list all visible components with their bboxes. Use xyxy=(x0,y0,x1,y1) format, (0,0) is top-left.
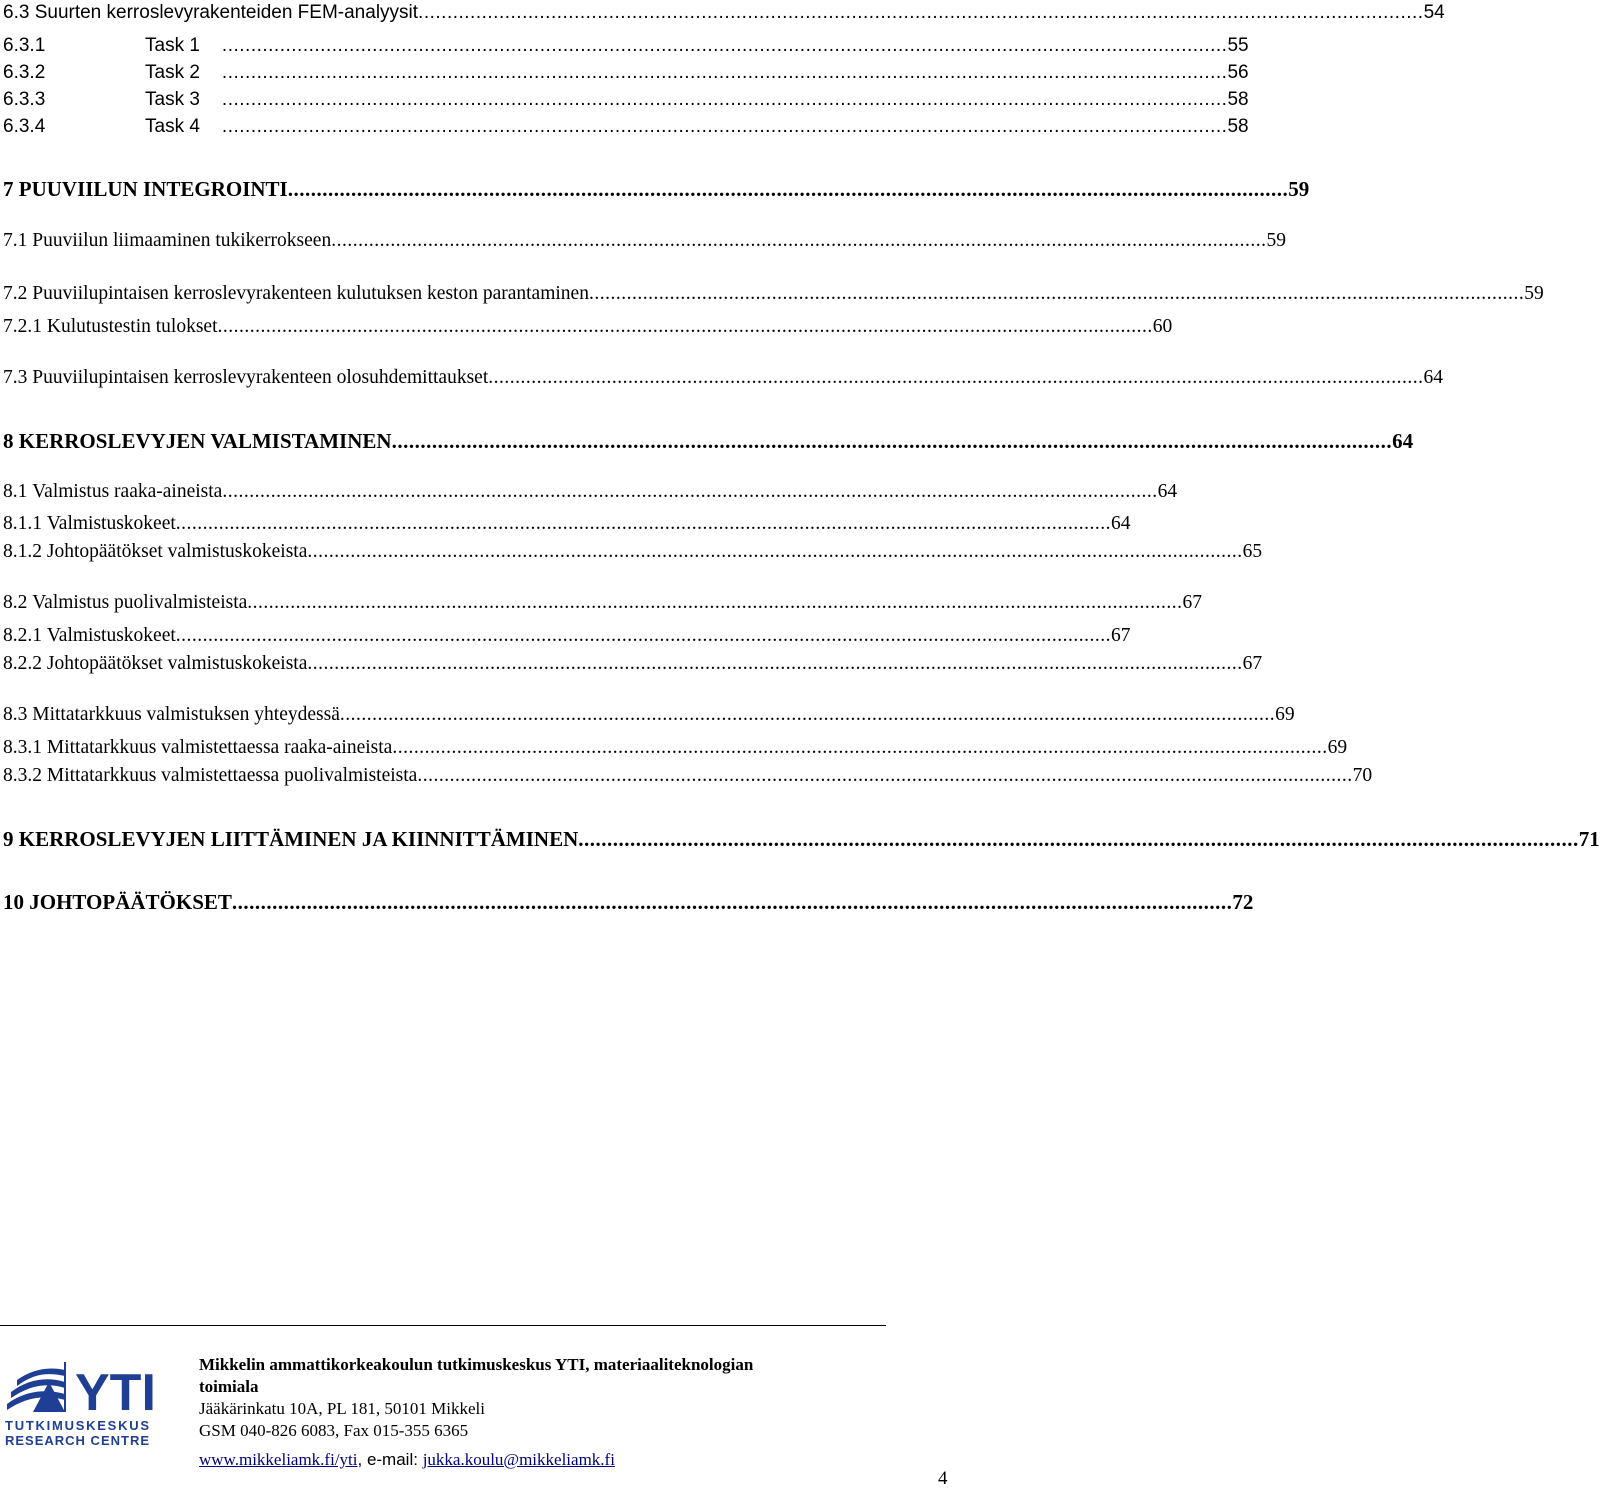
toc-entry[interactable] xyxy=(3,737,1348,759)
toc-title: PUUVIILUN INTEGROINTI xyxy=(18,177,288,201)
toc-number: 7.3 xyxy=(3,367,28,388)
toc-leader: .............................................................................................................................................................................. xyxy=(217,316,1153,337)
toc-number: 7.1 xyxy=(3,230,28,251)
toc-leader: .............................................................................................................................................................................. xyxy=(331,230,1267,251)
toc-page: 56 xyxy=(1227,62,1249,83)
toc-number: 7.2 xyxy=(3,283,28,304)
toc-page: 64 xyxy=(1423,367,1443,388)
toc-page: 67 xyxy=(1182,592,1203,613)
toc-number: 7.2.1 xyxy=(3,316,42,337)
toc-title: Suurten kerroslevyrakenteiden FEM-analyysit xyxy=(34,2,419,23)
toc-number: 7 xyxy=(3,177,14,201)
toc-leader: .............................................................................................................................................................................. xyxy=(588,283,1525,304)
toc-entry[interactable] xyxy=(3,625,1131,647)
email-link[interactable]: jukka.koulu@mikkeliamk.fi xyxy=(422,1450,615,1469)
toc-leader: .............................................................................................................................................................................. xyxy=(175,513,1112,534)
toc-entry[interactable] xyxy=(3,765,1373,787)
toc-leader: .............................................................................................................................................................................. xyxy=(307,653,1243,674)
logo-text-line2: RESEARCH CENTRE xyxy=(5,1433,149,1448)
toc-number: 6.3.2 xyxy=(3,62,46,83)
toc-page: 69 xyxy=(1275,704,1295,725)
website-link[interactable]: www.mikkeliamk.fi/yti xyxy=(199,1450,358,1469)
footer-divider xyxy=(0,1325,886,1326)
toc-page: 55 xyxy=(1227,35,1249,56)
toc-title: KERROSLEVYJEN LIITTÄMINEN JA KIINNITTÄMINEN xyxy=(18,827,579,851)
toc-page: 71 xyxy=(1578,827,1600,851)
toc-title: Valmistus puolivalmisteista xyxy=(32,592,248,613)
toc-leader: .............................................................................................................................................................................. xyxy=(287,177,1289,201)
toc-title: Valmistus raaka-aineista xyxy=(32,481,223,502)
toc-title: Puuviilupintaisen kerroslevyrakenteen olosuhdemittaukset xyxy=(32,367,489,388)
yti-logo xyxy=(3,1352,156,1448)
toc-number: 8.3 xyxy=(3,704,28,725)
toc-entry-chapter[interactable] xyxy=(3,890,1254,915)
toc-title: Puuviilupintaisen kerroslevyrakenteen kulutuksen keston parantaminen xyxy=(32,283,589,304)
toc-page: 67 xyxy=(1242,653,1263,674)
toc-title: Mittatarkkuus valmistuksen yhteydessä xyxy=(32,704,340,725)
toc-leader: .............................................................................................................................................................................. xyxy=(391,429,1393,453)
logo-wordmark: YTI xyxy=(75,1364,156,1422)
toc-title: Task 2 xyxy=(145,62,200,83)
toc-leader: .............................................................................................................................................................................. xyxy=(222,481,1158,502)
toc-leader: .............................................................................................................................................................................. xyxy=(307,541,1243,562)
toc-leader: .............................................................................................................................................................................. xyxy=(175,625,1112,646)
toc-number: 8.3.1 xyxy=(3,737,42,758)
yti-logo-mark xyxy=(3,1352,156,1448)
page-number: 4 xyxy=(938,1468,948,1489)
email-label: , e-mail: xyxy=(357,1450,423,1469)
toc-entry[interactable] xyxy=(3,89,1249,111)
toc-page: 64 xyxy=(1392,429,1414,453)
toc-title: Puuviilun liimaaminen tukikerrokseen xyxy=(32,230,332,251)
toc-entry[interactable] xyxy=(3,230,1286,252)
toc-page: 64 xyxy=(1157,481,1178,502)
org-name: Mikkelin ammattikorkeakoulun tutkimuskeskus YTI, materiaaliteknologian xyxy=(199,1355,754,1374)
toc-title: Johtopäätökset valmistuskokeista xyxy=(46,653,308,674)
toc-page: 59 xyxy=(1524,283,1544,304)
toc-leader: .............................................................................................................................................................................. xyxy=(488,367,1424,388)
toc-entry-chapter[interactable] xyxy=(3,177,1310,202)
toc-number: 8.1.2 xyxy=(3,541,42,562)
toc-leader: .............................................................................................................................................................................. xyxy=(418,2,1424,23)
toc-leader: .............................................................................................................................................................................. xyxy=(417,765,1353,786)
toc-entry[interactable] xyxy=(3,316,1173,338)
toc-number: 6.3 xyxy=(3,2,30,23)
toc-number: 6.3.1 xyxy=(3,35,46,56)
toc-title: Task 4 xyxy=(145,116,200,137)
toc-page: 65 xyxy=(1242,541,1263,562)
toc-page: 54 xyxy=(1423,2,1445,23)
toc-number: 10 xyxy=(3,890,24,914)
toc-title: Johtopäätökset valmistuskokeista xyxy=(46,541,308,562)
toc-entry[interactable] xyxy=(3,481,1178,503)
toc-page: 64 xyxy=(1111,513,1131,534)
toc-leader: .............................................................................................................................................................................. xyxy=(339,704,1276,725)
web-contact xyxy=(199,1448,899,1472)
toc-entry[interactable] xyxy=(3,704,1295,726)
logo-text-line1: TUTKIMUSKESKUS xyxy=(5,1418,149,1433)
toc-page: 69 xyxy=(1327,737,1348,758)
toc-number: 6.3.3 xyxy=(3,89,46,110)
toc-title: Kulutustestin tulokset xyxy=(46,316,218,337)
toc-entry[interactable] xyxy=(3,367,1443,389)
toc-entry[interactable] xyxy=(3,62,1249,84)
toc-title: KERROSLEVYJEN VALMISTAMINEN xyxy=(18,429,392,453)
toc-leader: .............................................................................................................................................................................. xyxy=(221,35,1228,56)
toc-leader: .............................................................................................................................................................................. xyxy=(231,890,1233,914)
toc-number: 8.2 xyxy=(3,592,28,613)
toc-number: 6.3.4 xyxy=(3,116,46,137)
toc-number: 8.2.1 xyxy=(3,625,42,646)
toc-entry[interactable] xyxy=(3,2,1445,24)
toc-title: Mittatarkkuus valmistettaessa puolivalmisteista xyxy=(46,765,418,786)
toc-entry[interactable] xyxy=(3,283,1544,305)
toc-leader: .............................................................................................................................................................................. xyxy=(221,62,1228,83)
toc-title: Task 1 xyxy=(145,35,200,56)
toc-number: 8.1 xyxy=(3,481,28,502)
toc-page: 59 xyxy=(1288,177,1310,201)
toc-leader: .............................................................................................................................................................................. xyxy=(221,116,1228,137)
toc-page: 58 xyxy=(1227,89,1249,110)
toc-number: 9 xyxy=(3,827,14,851)
toc-entry[interactable] xyxy=(3,513,1131,535)
toc-title: Valmistuskokeet xyxy=(46,625,176,646)
toc-entry-chapter[interactable] xyxy=(3,827,1600,852)
toc-title: JOHTOPÄÄTÖKSET xyxy=(29,890,232,914)
footer-contact xyxy=(199,1354,899,1472)
toc-leader: .............................................................................................................................................................................. xyxy=(392,737,1328,758)
toc-page: 60 xyxy=(1152,316,1173,337)
toc-title: Mittatarkkuus valmistettaessa raaka-aineista xyxy=(46,737,393,758)
toc-number: 8.1.1 xyxy=(3,513,42,534)
toc-leader: .............................................................................................................................................................................. xyxy=(247,592,1183,613)
toc-number: 8.3.2 xyxy=(3,765,42,786)
phone: GSM 040-826 6083, Fax 015-355 6365 xyxy=(199,1421,469,1440)
toc-page: 67 xyxy=(1111,625,1131,646)
toc-page: 59 xyxy=(1266,230,1286,251)
toc-leader: .............................................................................................................................................................................. xyxy=(578,827,1579,851)
toc-page: 70 xyxy=(1352,765,1373,786)
toc-page: 58 xyxy=(1227,116,1249,137)
toc-entry[interactable] xyxy=(3,116,1249,138)
toc-title: Valmistuskokeet xyxy=(46,513,176,534)
toc-page: 72 xyxy=(1232,890,1254,914)
toc-title: Task 3 xyxy=(145,89,200,110)
toc-number: 8.2.2 xyxy=(3,653,42,674)
toc-entry[interactable] xyxy=(3,653,1263,675)
org-name-cont: toimiala xyxy=(199,1377,259,1396)
toc-leader: .............................................................................................................................................................................. xyxy=(221,89,1228,110)
toc-entry[interactable] xyxy=(3,541,1263,563)
address: Jääkärinkatu 10A, PL 181, 50101 Mikkeli xyxy=(199,1399,485,1418)
toc-number: 8 xyxy=(3,429,14,453)
toc-entry-chapter[interactable] xyxy=(3,429,1414,454)
toc-entry[interactable] xyxy=(3,592,1203,614)
toc-entry[interactable] xyxy=(3,35,1249,57)
